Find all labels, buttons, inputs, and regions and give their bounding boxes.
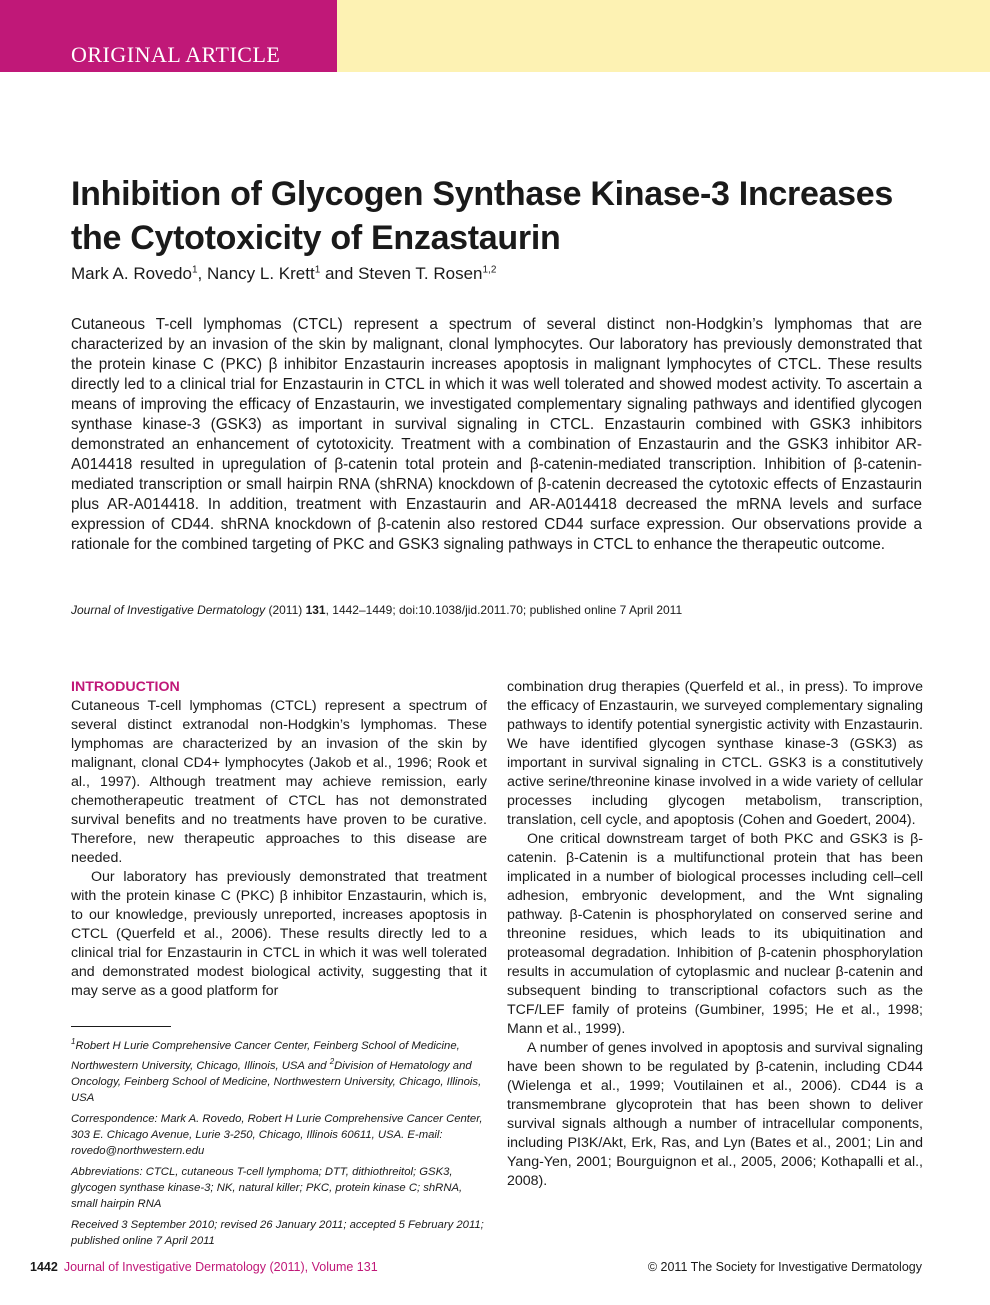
author-name: Steven T. Rosen	[358, 264, 483, 283]
author-list	[71, 264, 496, 284]
footnote-divider	[71, 1026, 171, 1027]
citation-year: (2011)	[265, 603, 306, 617]
footer-journal: Journal of Investigative Dermatology (2011), Volume 131	[63, 1260, 378, 1274]
footnote-affiliations	[71, 1034, 487, 1106]
affiliation-text: Robert H Lurie Comprehensive Cancer Center, Feinberg School of Medicine, Northwestern University, Chicago, Illinois, USA and	[71, 1039, 460, 1072]
author-affiliation-sup: 1	[314, 264, 321, 276]
article-type-label: ORIGINAL ARTICLE	[71, 42, 281, 67]
citation-volume: 131	[305, 603, 326, 617]
body-column-right	[507, 678, 923, 1191]
citation-details: , 1442–1449; doi:10.1038/jid.2011.70; published online 7 April 2011	[325, 603, 683, 617]
footnote-received: Received 3 September 2010; revised 26 January 2011; accepted 5 February 2011; published online 7 April 2011	[71, 1218, 484, 1247]
body-column-left	[71, 678, 487, 1001]
page-number: 1442	[30, 1260, 58, 1274]
banner-yellow	[337, 0, 990, 72]
author-separator: ,	[197, 264, 207, 283]
author-name: Mark A. Rovedo	[71, 264, 192, 283]
citation-journal: Journal of Investigative Dermatology	[71, 603, 266, 617]
body-paragraph: Cutaneous T-cell lymphomas (CTCL) represent a spectrum of several distinct extranodal non-Hodgkin’s lymphomas. These lymphomas are characterized by an invasion of the skin by malignant, clonal CD4+ lymphocytes (Jakob et al., 1996; Rook et al., 1997). Although treatment may achieve remission, early chemotherapeutic treatment of CTCL has not demonstrated survival benefits and no treatments have proven to be curative. Therefore, new therapeutic approaches to this disease are needed.	[71, 698, 487, 866]
author-affiliation-sup: 1,2	[482, 264, 497, 276]
body-paragraph: A number of genes involved in apoptosis and survival signaling have been shown to be regulated by β-catenin, including CD44 (Wielenga et al., 1999; Voutilainen et al., 2006). CD44 is a transmembrane glycoprotein that has been shown to deliver survival signals although a number of intracellular components, including PI3K/Akt, Erk, Ras, and Lyn (Bates et al., 2001; Lin and Yang-Yen, 2001; Bourguignon et al., 2005, 2006; Kothapalli et al., 2008).	[507, 1040, 923, 1189]
affiliation-text: Division of Hematology and Oncology, Feinberg School of Medicine, Northwestern University, Chicago, Illinois, USA	[71, 1059, 482, 1104]
section-heading-introduction: INTRODUCTION	[71, 679, 180, 695]
footer-copyright: © 2011 The Society for Investigative Dermatology	[647, 1260, 922, 1274]
footnote-correspondence: Correspondence: Mark A. Rovedo, Robert H Lurie Comprehensive Cancer Center, 303 E. Chicago Avenue, Lurie 3-250, Chicago, Illinois 60611, USA. E-mail: rovedo@northwestern.edu	[71, 1112, 483, 1157]
affiliation-sup: 1	[71, 1037, 76, 1046]
page-footer-left	[30, 1259, 378, 1275]
article-title: Inhibition of Glycogen Synthase Kinase-3 Increases the Cytotoxicity of Enzastaurin	[71, 175, 894, 257]
author-separator: and	[320, 264, 359, 283]
body-paragraph: One critical downstream target of both PKC and GSK3 is β-catenin. β-Catenin is a multifunctional protein that has been implicated in a number of biological processes including cell–cell adhesion, embryonic development, and the Wnt signaling pathway. β-Catenin is phosphorylated on conserved serine and threonine residues, which leads to its ubiquitination and proteasomal degradation. Inhibition of β-catenin phosphorylation results in accumulation of cytoplasmic and nuclear β-catenin and subsequent binding to transcriptional cofactors such as the TCF/LEF family of proteins (Gumbiner, 1995; He et al., 1998; Mann et al., 1999).	[507, 831, 923, 1037]
body-paragraph: combination drug therapies (Querfeld et al., in press). To improve the efficacy of Enzastaurin, we surveyed complementary signaling pathways to identify potential synergistic activity with Enzastaurin. We have identified glycogen synthase kinase-3 (GSK3) as important in survival signaling in CTCL. GSK3 is a constitutively active serine/threonine kinase involved in a wide variety of cellular processes including glycogen metabolism, transcription, translation, cell cycle, and apoptosis (Cohen and Goedert, 2004).	[507, 679, 923, 828]
abstract: Cutaneous T-cell lymphomas (CTCL) represent a spectrum of several distinct non-Hodgkin’s lymphomas that are characterized by an invasion of the skin by malignant, clonal lymphocytes. Our laboratory has previously demonstrated that the protein kinase C (PKC) β inhibitor Enzastaurin increases apoptosis in malignant lymphocytes of CTCL. These results directly led to a clinical trial for Enzastaurin in CTCL in which it was well tolerated and showed modest activity. To ascertain a means of improving the efficacy of Enzastaurin, we investigated complementary signaling pathways and identified glycogen synthase kinase-3 (GSK3) as important in survival signaling in CTCL. Enzastaurin combined with GSK3 inhibitors demonstrated an enhancement of cytotoxicity. Treatment with a combination of Enzastaurin and the GSK3 inhibitor AR-A014418 resulted in upregulation of β-catenin total protein and β-catenin-mediated transcription. Inhibition of β-catenin-mediated transcription or small hairpin RNA (shRNA) knockdown of β-catenin decreased the cytotoxic effects of Enzastaurin plus AR-A014418. In addition, treatment with Enzastaurin and AR-A014418 decreased the mRNA levels and surface expression of CD44. shRNA knockdown of β-catenin also restored CD44 surface expression. Our observations provide a rationale for the combined targeting of PKC and GSK3 signaling pathways in CTCL to enhance the therapeutic outcome.	[71, 316, 922, 553]
footnotes	[71, 1034, 487, 1254]
author-affiliation-sup: 1	[191, 264, 198, 276]
footnote-abbreviations: Abbreviations: CTCL, cutaneous T-cell lymphoma; DTT, dithiothreitol; GSK3, glycogen synthase kinase-3; NK, natural killer; PKC, protein kinase C; shRNA, small hairpin RNA	[71, 1165, 463, 1210]
affiliation-sup: 2	[329, 1056, 335, 1066]
body-paragraph: Our laboratory has previously demonstrated that treatment with the protein kinase C (PKC) β inhibitor Enzastaurin, which is, to our knowledge, previously unreported, increases apoptosis in CTCL (Querfeld et al., 2006). These results directly led to a clinical trial for Enzastaurin in CTCL in which it was well tolerated and demonstrated modest biological activity, suggesting that it may serve as a good platform for	[71, 869, 487, 999]
author-name: Nancy L. Krett	[206, 264, 315, 283]
journal-citation	[71, 602, 682, 618]
